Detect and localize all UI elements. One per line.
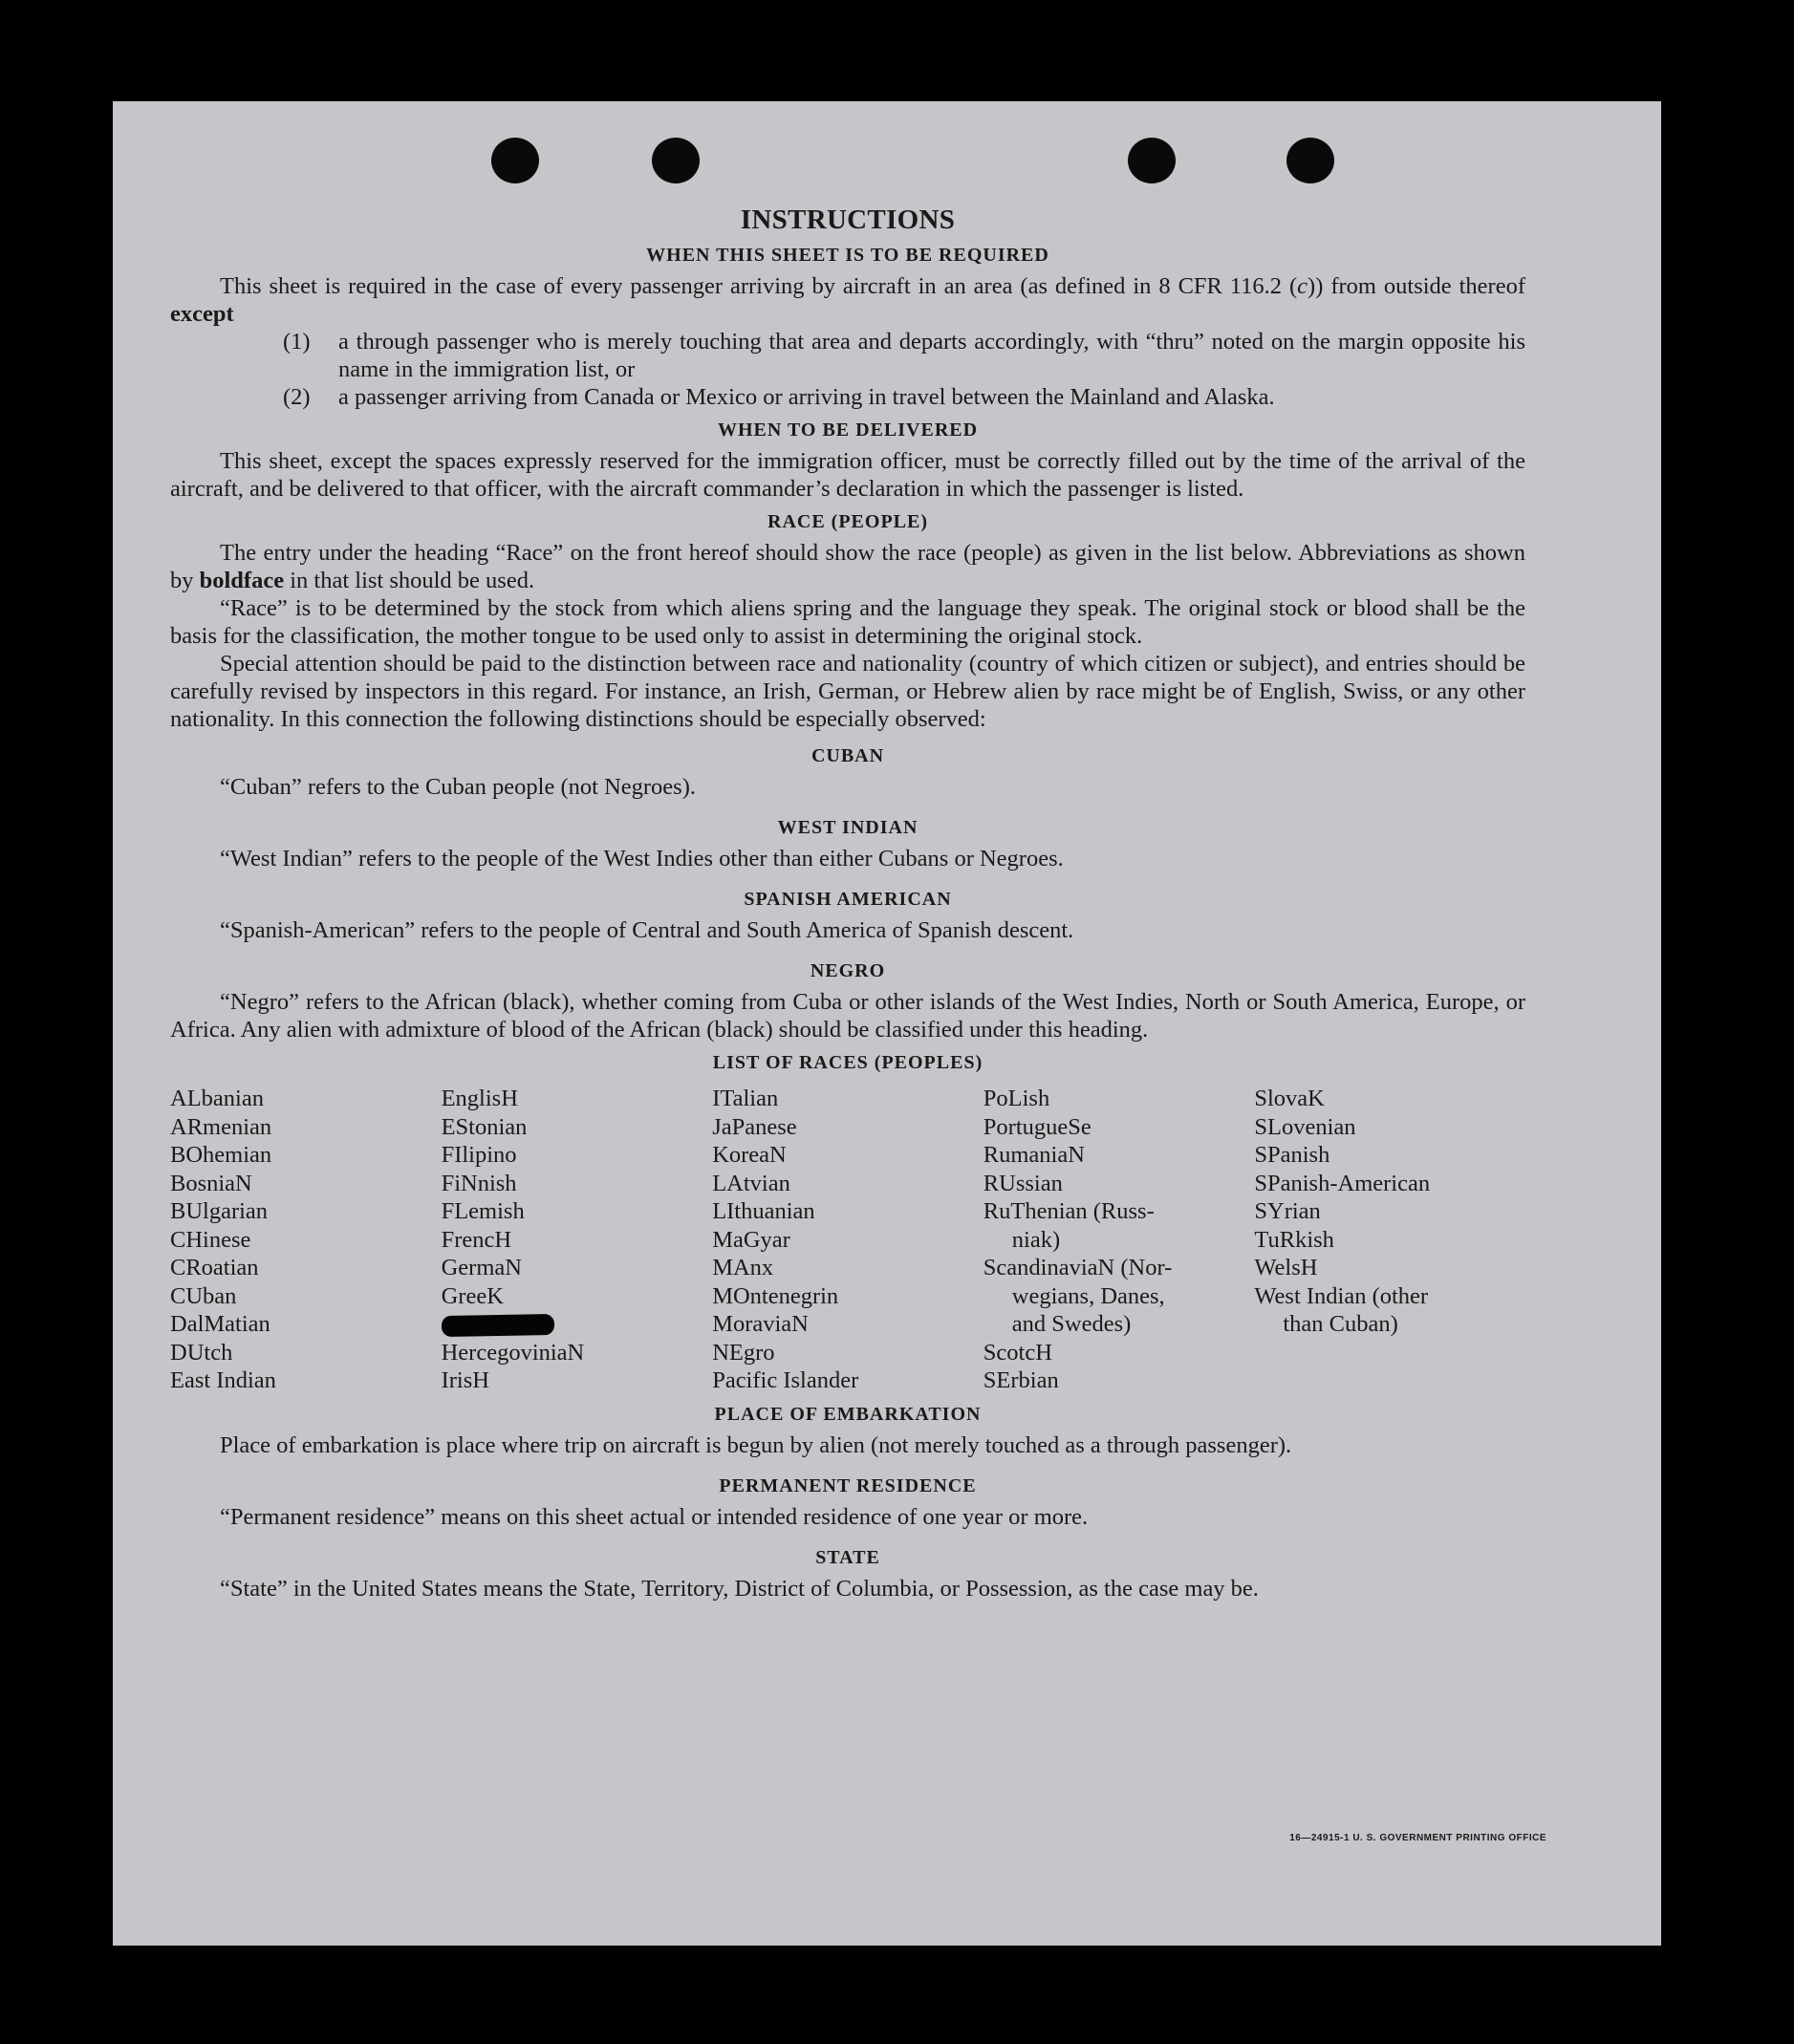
race-item: FrencH xyxy=(441,1226,512,1253)
document-body xyxy=(170,206,1525,1603)
heading-when-delivered: WHEN TO BE DELIVERED xyxy=(717,420,979,441)
paragraph-race-3: Special attention should be paid to the distinction between race and nationality (country of which citizen or subject), and entries should be carefully revised by inspectors in this regard. For instance, an Irish, German, or Hebrew alien by race might be of English, Swiss, or any other nationality. In this connection the following distinctions should be especially observed: xyxy=(170,651,1525,732)
race-item: SPanish xyxy=(1254,1142,1330,1168)
text-segment-italic: c xyxy=(1297,273,1308,299)
race-item: MAnx xyxy=(712,1255,774,1280)
race-item: CRoatian xyxy=(170,1255,259,1280)
race-item: BOhemian xyxy=(170,1142,272,1168)
race-item: ScandinaviaN (Nor- xyxy=(983,1255,1173,1280)
text-segment: )) from outside thereof xyxy=(1308,273,1525,299)
heading-when-required: WHEN THIS SHEET IS TO BE REQUIRED xyxy=(646,245,1049,266)
paragraph-state: “State” in the United States means the State, Territory, District of Columbia, or Possession, as the case may be. xyxy=(220,1575,1259,1602)
heading-permanent-residence: PERMANENT RESIDENCE xyxy=(719,1474,977,1496)
race-item: FiNnish xyxy=(441,1170,517,1196)
punch-hole-2 xyxy=(652,138,700,183)
punch-hole-3 xyxy=(1128,138,1176,183)
races-list xyxy=(170,1085,1525,1395)
race-item: ITalian xyxy=(712,1086,779,1111)
race-item: SlovaK xyxy=(1254,1086,1325,1111)
race-item: ScotcH xyxy=(983,1339,1052,1366)
paragraph-race-2: “Race” is to be determined by the stock from which aliens spring and the language they speak. The original stock or blood shall be the basis for the classification, the mother tongue to be used only to assist in determining the original stock. xyxy=(170,595,1525,649)
race-item: ARmenian xyxy=(170,1113,272,1140)
race-item: MoraviaN xyxy=(712,1311,809,1337)
paragraph-spanish-american: “Spanish-American” refers to the people of Central and South America of Spanish descent. xyxy=(220,917,1074,943)
race-item-continuation: niak) xyxy=(1011,1226,1061,1253)
redacted-race-item xyxy=(442,1310,713,1339)
paragraph-when-delivered: This sheet, except the spaces expressly reserved for the immigration officer, must be correctly filled out by the time of the arrival of the aircraft, and be delivered to that officer, with the aircraft commander’s declaration in which the passenger is listed. xyxy=(170,448,1525,502)
list-number: (1) xyxy=(283,329,311,355)
text-segment: The entry under the heading “Race” on the front hereof should show the race (people) as given in the list below. Abbreviations as shown by xyxy=(170,540,1525,593)
race-item: KoreaN xyxy=(712,1142,787,1168)
redaction-mark xyxy=(441,1314,553,1337)
document-sheet xyxy=(113,101,1661,1946)
races-column-4 xyxy=(983,1085,1255,1395)
text-segment: This sheet is required in the case of every passenger arriving by aircraft in an area (as defined in 8 CFR 116.2 ( xyxy=(220,273,1298,299)
list-item-2 xyxy=(283,383,1525,411)
heading-list-of-races: LIST OF RACES (PEOPLES) xyxy=(712,1052,983,1073)
document-title: INSTRUCTIONS xyxy=(740,204,956,235)
paragraph-cuban: “Cuban” refers to the Cuban people (not Negroes). xyxy=(220,774,696,800)
heading-embarkation: PLACE OF EMBARKATION xyxy=(714,1403,982,1425)
race-item: FIlipino xyxy=(441,1142,517,1168)
race-item: DUtch xyxy=(170,1339,233,1366)
paragraph-embarkation: Place of embarkation is place where trip on aircraft is begun by alien (not merely touched as a through passenger). xyxy=(220,1431,1292,1458)
text-segment: in that list should be used. xyxy=(284,568,535,593)
race-item: LIthuanian xyxy=(712,1198,815,1224)
race-item: PortugueSe xyxy=(983,1113,1092,1140)
text-segment-bold: except xyxy=(170,301,234,327)
heading-west-indian: WEST INDIAN xyxy=(777,817,919,838)
heading-spanish-american: SPANISH AMERICAN xyxy=(744,889,952,910)
race-item: GreeK xyxy=(441,1282,504,1309)
race-item: ALbanian xyxy=(170,1086,264,1111)
race-item: SErbian xyxy=(983,1367,1059,1393)
races-column-2 xyxy=(442,1085,713,1395)
race-item-continuation: than Cuban) xyxy=(1283,1311,1398,1337)
list-text: a passenger arriving from Canada or Mexico or arriving in travel between the Mainland and Alaska. xyxy=(338,384,1275,410)
race-item: NEgro xyxy=(712,1339,775,1366)
paragraph-when-required xyxy=(170,272,1525,328)
race-item: West Indian (other xyxy=(1254,1282,1429,1309)
text-segment-bold: boldface xyxy=(199,568,285,593)
races-column-5 xyxy=(1254,1085,1525,1395)
paragraph-west-indian: “West Indian” refers to the people of the West Indies other than either Cubans or Negroes. xyxy=(220,846,1064,871)
race-item: SYrian xyxy=(1254,1198,1321,1224)
race-item-continuation: wegians, Danes, xyxy=(1011,1282,1165,1309)
list-text: a through passenger who is merely touching that area and departs accordingly, with “thru” noted on the margin opposite his name in the immigration list, or xyxy=(338,329,1525,382)
race-item: RumaniaN xyxy=(983,1142,1085,1168)
race-item: LAtvian xyxy=(712,1170,790,1196)
race-item: SPanish-American xyxy=(1254,1170,1431,1196)
race-item: TuRkish xyxy=(1254,1226,1334,1253)
race-item: EnglisH xyxy=(441,1086,518,1111)
race-item: GermaN xyxy=(441,1255,522,1280)
punch-hole-1 xyxy=(491,138,539,183)
race-item: MaGyar xyxy=(712,1226,790,1253)
race-item: CUban xyxy=(170,1282,237,1309)
punch-hole-4 xyxy=(1286,138,1334,183)
heading-state: STATE xyxy=(815,1546,880,1568)
race-item: BUlgarian xyxy=(170,1198,269,1224)
race-item: RuThenian (Russ- xyxy=(983,1198,1155,1224)
race-item: IrisH xyxy=(441,1367,489,1393)
printing-office-code: 16—24915-1 U. S. GOVERNMENT PRINTING OFFICE xyxy=(1289,1833,1546,1843)
race-item: East Indian xyxy=(170,1367,276,1393)
heading-cuban: CUBAN xyxy=(811,745,885,766)
heading-race: RACE (PEOPLE) xyxy=(767,511,928,532)
race-item: RUssian xyxy=(983,1170,1063,1196)
race-item: DalMatian xyxy=(170,1311,270,1337)
race-item: FLemish xyxy=(441,1198,525,1224)
races-column-1 xyxy=(170,1085,442,1395)
race-item: CHinese xyxy=(170,1226,251,1253)
paragraph-permanent-residence: “Permanent residence” means on this sheet actual or intended residence of one year or more. xyxy=(220,1503,1089,1530)
paragraph-negro: “Negro” refers to the African (black), whether coming from Cuba or other islands of the West Indies, North or South America, Europe, or Africa. Any alien with admixture of blood of the African (black) should be classified under this heading. xyxy=(170,989,1525,1043)
race-item: Pacific Islander xyxy=(712,1367,859,1393)
race-item: BosniaN xyxy=(170,1170,252,1196)
race-item: EStonian xyxy=(441,1113,528,1140)
race-item-continuation: and Swedes) xyxy=(1011,1311,1132,1337)
race-item: JaPanese xyxy=(712,1113,797,1140)
paragraph-race-1 xyxy=(170,539,1525,594)
race-item: SLovenian xyxy=(1254,1113,1356,1140)
race-item: PoLish xyxy=(983,1086,1050,1111)
list-number: (2) xyxy=(283,384,311,410)
races-column-3 xyxy=(712,1085,983,1395)
race-item: MOntenegrin xyxy=(712,1282,839,1309)
race-item: HercegoviniaN xyxy=(441,1339,585,1366)
heading-negro: NEGRO xyxy=(810,960,886,981)
race-item: WelsH xyxy=(1254,1255,1318,1280)
list-item-1 xyxy=(283,328,1525,383)
